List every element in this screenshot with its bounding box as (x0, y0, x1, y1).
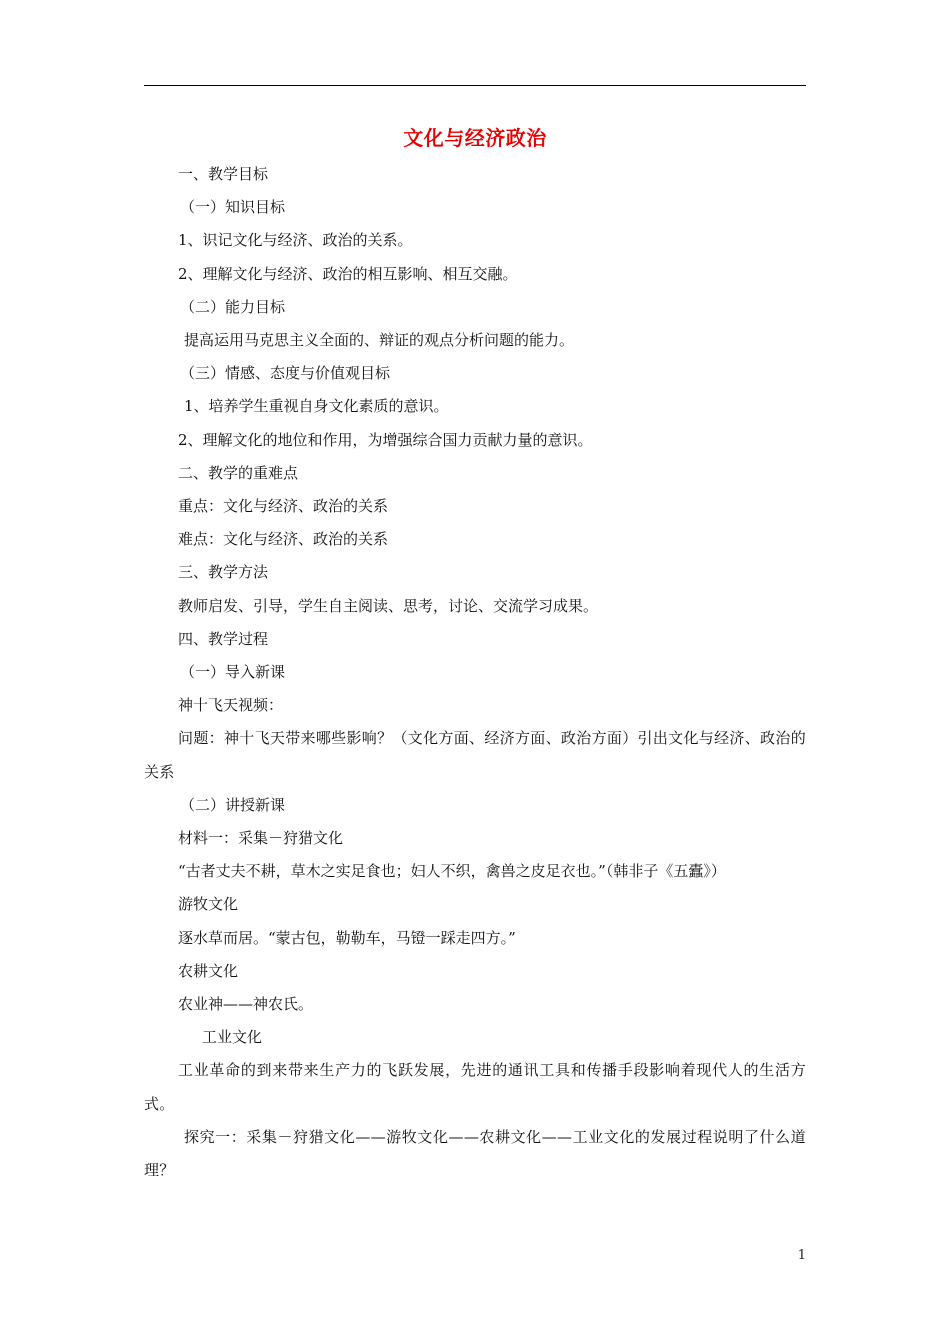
subheading-knowledge-goals: （一）知识目标 (180, 198, 286, 217)
page-number: 1 (797, 1248, 806, 1263)
section-heading-process: 四、教学过程 (178, 629, 269, 648)
paragraph: 工业文化 (202, 1028, 263, 1047)
list-item: 2、理解文化的地位和作用，为增强综合国力贡献力量的意识。 (178, 430, 593, 449)
subheading-ability-goals: （二）能力目标 (180, 297, 286, 316)
quotation: “古者丈夫不耕，草木之实足食也；妇人不织，禽兽之皮足衣也。”（韩非子《五蠹》） (178, 862, 726, 881)
paragraph: 提高运用马克思主义全面的、辩证的观点分析问题的能力。 (184, 331, 575, 350)
list-item: 1、识记文化与经济、政治的关系。 (178, 231, 413, 250)
paragraph: 游牧文化 (178, 895, 239, 914)
paragraph: 逐水草而居。“蒙古包，勒勒车，马镫一踩走四方。” (178, 928, 516, 947)
section-heading-objectives: 一、教学目标 (178, 165, 269, 183)
paragraph: 农耕文化 (178, 961, 239, 980)
paragraph: 材料一：采集－狩猎文化 (178, 829, 344, 848)
subheading-introduction: （一）导入新课 (180, 663, 286, 682)
paragraph: 农业神——神农氏。 (178, 995, 314, 1014)
inquiry-question: 探究一：采集－狩猎文化——游牧文化——农耕文化——工业文化的发展过程说明了什么道理？ (144, 1127, 806, 1180)
paragraph: 工业革命的到来带来生产力的飞跃发展，先进的通讯工具和传播手段影响着现代人的生活方式。 (144, 1061, 806, 1113)
subheading-new-lesson: （二）讲授新课 (180, 795, 286, 814)
subheading-attitude-goals: （三）情感、态度与价值观目标 (180, 364, 391, 383)
paragraph: 问题：神十飞天带来哪些影响？（文化方面、经济方面、政治方面）引出文化与经济、政治的关系 (144, 729, 806, 781)
document-body (144, 158, 806, 1187)
document-title: 文化与经济政治 (403, 126, 547, 150)
paragraph: 教师启发、引导，学生自主阅读、思考，讨论、交流学习成果。 (178, 596, 599, 615)
section-heading-methods: 三、教学方法 (178, 563, 269, 582)
section-heading-key-points: 二、教学的重难点 (178, 463, 299, 482)
header-rule (144, 85, 806, 86)
paragraph: 神十飞天视频： (178, 696, 284, 715)
list-item: 1、培养学生重视自身文化素质的意识。 (184, 397, 449, 416)
paragraph: 难点：文化与经济、政治的关系 (178, 530, 389, 549)
list-item: 2、理解文化与经济、政治的相互影响、相互交融。 (178, 264, 518, 283)
paragraph: 重点：文化与经济、政治的关系 (178, 497, 389, 516)
